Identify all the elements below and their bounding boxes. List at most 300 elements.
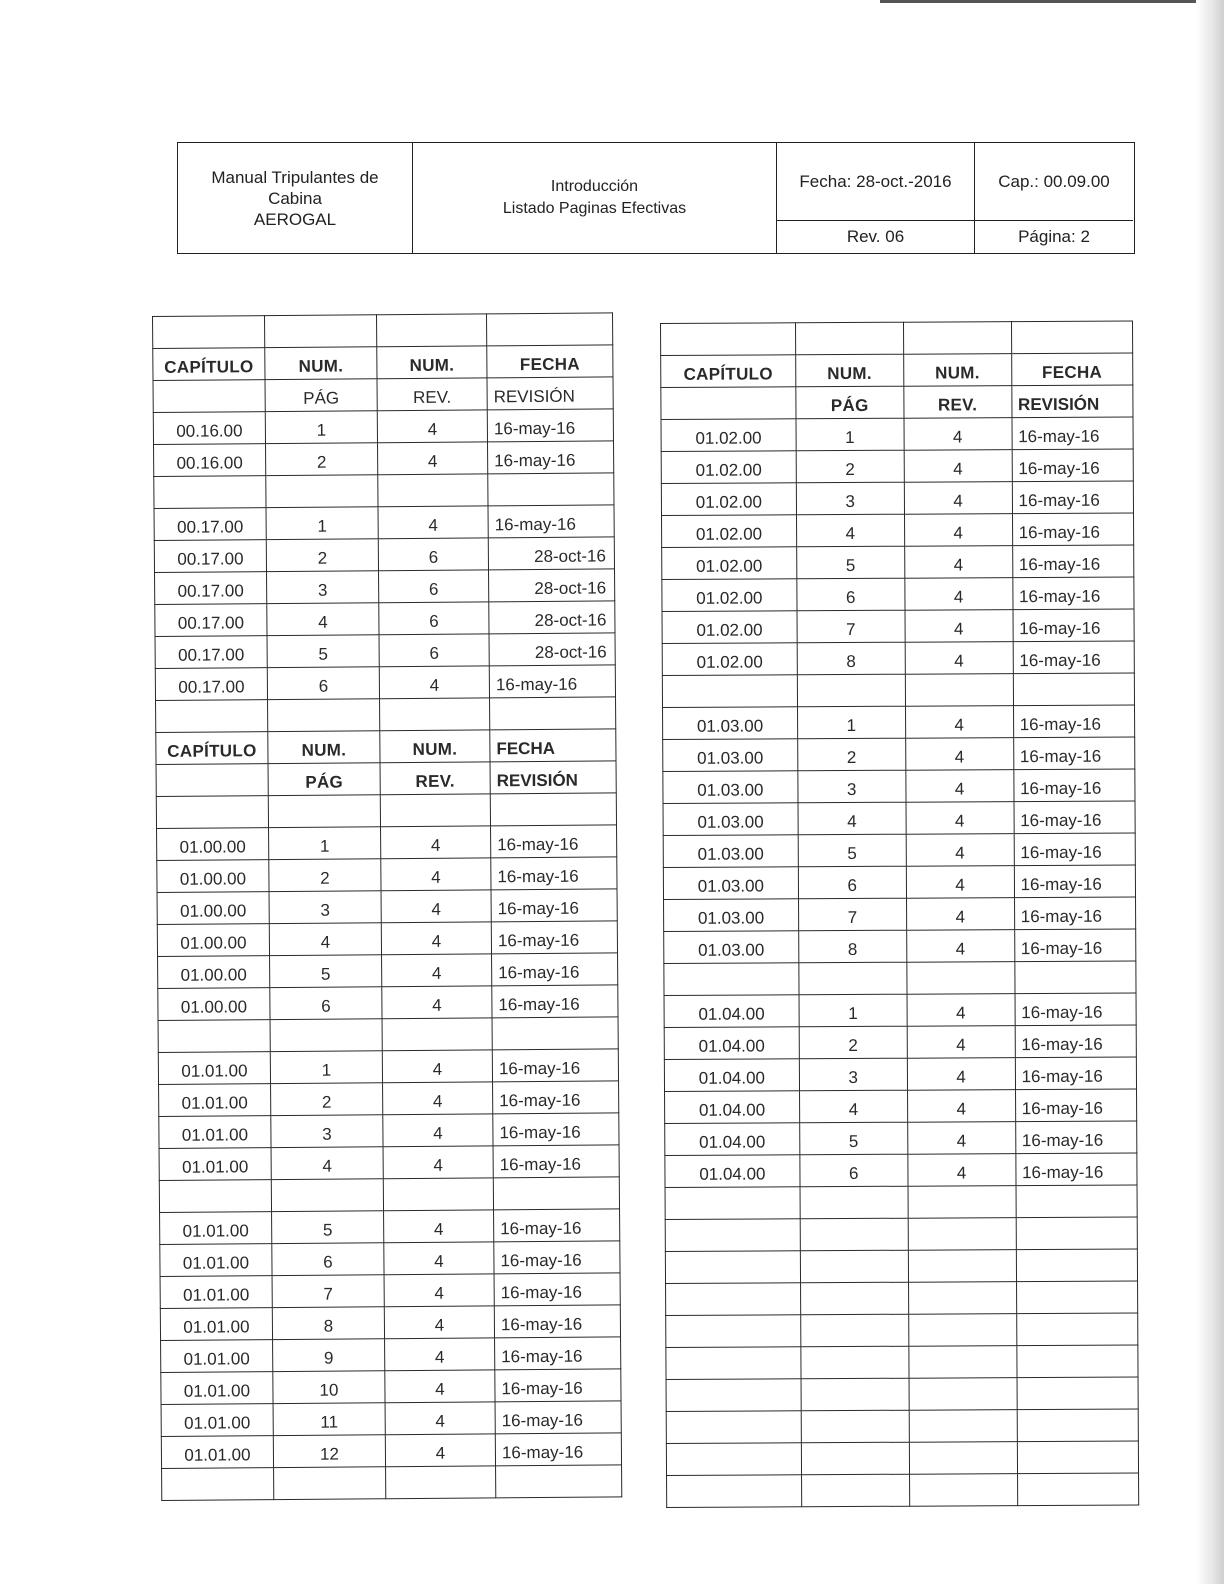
date-cell: 16-may-16: [495, 1433, 621, 1466]
table-row: [154, 505, 614, 541]
empty-cell: [665, 1187, 800, 1220]
revision-cell: 4: [906, 898, 1014, 931]
chapter-cell: 01.01.00: [161, 1372, 273, 1405]
empty-cell: [666, 1411, 801, 1444]
revision-cell: 4: [385, 1434, 495, 1467]
blank-row: [666, 1377, 1138, 1411]
table-row: [157, 825, 617, 861]
page-cell: 4: [267, 603, 379, 636]
table-row: [664, 1057, 1136, 1091]
empty-cell: [795, 322, 903, 355]
empty-cell: [801, 1474, 909, 1507]
column-header-row: [153, 345, 613, 381]
company-line-2: Cabina: [268, 188, 322, 208]
chapter-cell: 01.02.00: [662, 611, 797, 644]
date-cell: 16-may-16: [489, 665, 615, 698]
chapter-cell: 00.17.00: [154, 540, 266, 573]
chapter-cell: 00.17.00: [155, 572, 267, 605]
chapter-cell: 01.03.00: [663, 835, 798, 868]
title-cell: [413, 143, 777, 253]
date-cell: 16-may-16: [488, 505, 614, 538]
revision-cell: 4: [907, 1122, 1015, 1155]
chapter-cell: 01.01.00: [161, 1340, 273, 1373]
chapter-cell: 01.03.00: [663, 867, 798, 900]
chapter-cell: 01.04.00: [664, 995, 799, 1028]
header-num-page-cell: NUM.: [796, 354, 904, 387]
date-cell: 16-may-16: [491, 825, 617, 858]
table-row: [664, 929, 1136, 963]
date-cell: 16-may-16: [1015, 1121, 1137, 1154]
revision-cell: 4: [906, 834, 1014, 867]
chapter-cell: 01.04.00: [664, 1059, 799, 1092]
revision-cell: 6: [378, 538, 488, 571]
revision-cell: 4: [381, 890, 491, 923]
empty-cell: [383, 1178, 493, 1211]
chapter-cell: 01.01.00: [160, 1308, 272, 1341]
revision-cell: 4: [383, 1082, 493, 1115]
header-revision-cell: REVISIÓN: [487, 377, 613, 410]
header-num-page-cell: NUM.: [265, 347, 377, 380]
revision-cell: 4: [907, 1026, 1015, 1059]
empty-cell: [496, 1465, 622, 1498]
empty-cell: [662, 675, 797, 708]
date-cell: 16-may-16: [1012, 577, 1134, 610]
revision-cell: 4: [906, 930, 1014, 963]
table-row: [663, 737, 1135, 771]
chapter-cell: 01.00.00: [157, 924, 269, 957]
table-row: [158, 953, 618, 989]
empty-cell: [490, 697, 616, 730]
header-date-cell: FECHA: [487, 345, 613, 378]
empty-cell: [270, 1019, 382, 1052]
header-num-rev-cell: NUM.: [380, 730, 490, 763]
chapter-cell: 01.00.00: [157, 860, 269, 893]
empty-cell: [378, 474, 488, 507]
empty-cell: [801, 1346, 909, 1379]
empty-cell: [154, 476, 266, 509]
empty-cell: [158, 1020, 270, 1053]
revision-cell: 4: [904, 546, 1012, 579]
empty-cell: [1016, 1345, 1138, 1378]
empty-cell: [1016, 1281, 1138, 1314]
header-num-page-cell: NUM.: [268, 731, 380, 764]
empty-cell: [801, 1378, 909, 1411]
page-cell: 1: [797, 706, 905, 739]
table-row: [663, 801, 1135, 835]
revision-cell: 4: [905, 738, 1013, 771]
empty-cell: [909, 1474, 1017, 1507]
chapter-cell: 01.03.00: [664, 931, 799, 964]
header-chapter-cell: CAPÍTULO: [156, 732, 268, 765]
header-date-cell: FECHA: [1011, 353, 1133, 386]
page-cell: 3: [796, 482, 904, 515]
revision-cell: 4: [907, 1090, 1015, 1123]
page-cell: 3: [271, 1115, 383, 1148]
chapter-cell: 01.01.00: [158, 1052, 270, 1085]
revision-cell: 6: [379, 634, 489, 667]
empty-cell: [664, 963, 799, 996]
blank-row: [666, 1313, 1138, 1347]
revision-cell: 4: [905, 578, 1013, 611]
table-row: [157, 857, 617, 893]
empty-cell: [1013, 673, 1135, 706]
table-row: [665, 1089, 1137, 1123]
blank-row: [158, 1017, 618, 1053]
page-cell: 2: [266, 443, 378, 476]
chapter-cell: 01.02.00: [661, 419, 796, 452]
revision-cell: 4: [907, 1058, 1015, 1091]
empty-cell: [908, 1186, 1016, 1219]
empty-cell: [797, 674, 905, 707]
page-cell: 2: [271, 1083, 383, 1116]
chapter-cell: 01.04.00: [665, 1091, 800, 1124]
revision-cell: 4: [905, 610, 1013, 643]
date-cell: 28-oct-16: [489, 569, 615, 602]
page-cell: 6: [267, 667, 379, 700]
empty-cell: [153, 380, 265, 413]
page-cell: 10: [273, 1371, 385, 1404]
table-row: [159, 1113, 619, 1149]
table-row: [662, 577, 1134, 611]
company-cell: [178, 143, 413, 253]
page-cell: 6: [800, 1154, 908, 1187]
date-cell: 16-may-16: [1014, 865, 1136, 898]
header-chapter-cell: CAPÍTULO: [661, 355, 796, 388]
empty-cell: [909, 1410, 1017, 1443]
page-cell: 5: [798, 834, 906, 867]
chapter-cell: 01.04.00: [665, 1155, 800, 1188]
column-subheader-row: [153, 377, 613, 413]
table-row: [661, 417, 1133, 451]
blank-row: [662, 673, 1134, 707]
chapter-cell: 01.02.00: [661, 451, 796, 484]
revision-cell: 4: [378, 442, 488, 475]
chapter-cell: 01.03.00: [663, 739, 798, 772]
page-cell: 6: [798, 866, 906, 899]
chapter-cell: 01.01.00: [160, 1244, 272, 1277]
page-cell: 12: [273, 1435, 385, 1468]
table-row: [155, 665, 615, 701]
empty-cell: [1016, 1249, 1138, 1282]
page-cell: 3: [798, 770, 906, 803]
revision-cell: 4: [385, 1338, 495, 1371]
empty-cell: [266, 475, 378, 508]
chapter-cell: 01.03.00: [664, 899, 799, 932]
date-cell: 16-may-16: [494, 1305, 620, 1338]
revision-cell: 4: [906, 866, 1014, 899]
page-cell: 8: [799, 930, 907, 963]
table-row: [160, 1209, 620, 1245]
chapter-cell: 00.17.00: [155, 636, 267, 669]
date-cell: 16-may-16: [492, 953, 618, 986]
blank-row: [156, 793, 616, 829]
page-cell: 1: [796, 418, 904, 451]
table-row: [158, 1049, 618, 1085]
empty-cell: [801, 1410, 909, 1443]
date-cell: 16-may-16: [1012, 481, 1134, 514]
date-cell: 16-may-16: [1014, 929, 1136, 962]
page-cell: 6: [270, 987, 382, 1020]
empty-cell: [800, 1282, 908, 1315]
chapter-cell: 01.01.00: [159, 1084, 271, 1117]
chapter-cell: 01.00.00: [158, 956, 270, 989]
blank-row: [156, 697, 616, 733]
revision-cell: 4: [906, 802, 1014, 835]
chapter-cell: 01.01.00: [161, 1436, 273, 1469]
empty-cell: [1016, 1185, 1138, 1218]
revision-cell: 4: [905, 642, 1013, 675]
header-page-cell: PÁG: [265, 379, 377, 412]
chapter-cell: 00.17.00: [154, 508, 266, 541]
table-row: [664, 897, 1136, 931]
blank-row: [667, 1473, 1139, 1507]
date-cell: 16-may-16: [1013, 769, 1135, 802]
date-cell: 16-may-16: [493, 1113, 619, 1146]
table-row: [663, 769, 1135, 803]
section-title: Introducción: [550, 178, 639, 195]
blank-row: [661, 321, 1133, 355]
table-row: [661, 481, 1133, 515]
revision-cell: 4: [907, 994, 1015, 1027]
chapter-cell: 01.03.00: [663, 707, 798, 740]
empty-cell: [386, 1466, 496, 1499]
revision-cell: 4: [382, 986, 492, 1019]
header-rev-cell: REV.: [380, 762, 490, 795]
empty-cell: [268, 699, 380, 732]
empty-cell: [800, 1250, 908, 1283]
empty-cell: [265, 315, 377, 348]
revision-cell: 4: [381, 922, 491, 955]
header-date-cell: FECHA: [490, 729, 616, 762]
empty-cell: [800, 1186, 908, 1219]
page-cell: 7: [797, 610, 905, 643]
chapter-cell: 01.00.00: [157, 828, 269, 861]
chapter-cell: 01.02.00: [662, 579, 797, 612]
company-line-1: Manual Tripulantes de: [211, 167, 379, 187]
page-cell: 4: [798, 802, 906, 835]
table-row: [153, 409, 613, 445]
table-row: [159, 1081, 619, 1117]
revision-cell: 4: [904, 450, 1012, 483]
date-cell: 28-oct-16: [489, 633, 615, 666]
chapter-cell: 00.17.00: [155, 668, 267, 701]
table-row: [161, 1433, 621, 1469]
table-row: [155, 601, 615, 637]
date-cell: 16-may-16: [494, 1209, 620, 1242]
page-cell: 2: [798, 738, 906, 771]
page-cell: 3: [267, 571, 379, 604]
empty-cell: [274, 1467, 386, 1500]
table-row: [664, 993, 1136, 1027]
revision-cell: 4: [381, 826, 491, 859]
empty-cell: [801, 1442, 909, 1475]
date-cell: 16-may-16: [494, 1241, 620, 1274]
table-row: [663, 705, 1135, 739]
revision-cell: 4: [383, 1114, 493, 1147]
date-cell: 16-may-16: [492, 1049, 618, 1082]
table-row: [154, 441, 614, 477]
page-cell: 5: [267, 635, 379, 668]
header-chapter-cell: CAPÍTULO: [153, 348, 265, 381]
date-cell: 16-may-16: [1014, 897, 1136, 930]
revision-cell: 4: [384, 1210, 494, 1243]
table-row: [161, 1337, 621, 1373]
chapter-cell: 00.16.00: [154, 444, 266, 477]
empty-cell: [665, 1219, 800, 1252]
page-cell: 5: [270, 955, 382, 988]
empty-cell: [666, 1315, 801, 1348]
company-line-3: AEROGAL: [253, 209, 337, 229]
revision-cell: 4: [384, 1242, 494, 1275]
table-row: [157, 921, 617, 957]
header-num-rev-cell: NUM.: [903, 354, 1011, 387]
chapter-cell: 01.00.00: [157, 892, 269, 925]
date-cell: 16-may-16: [491, 889, 617, 922]
page-cell: 5: [272, 1211, 384, 1244]
empty-cell: [488, 473, 614, 506]
date-cell: 16-may-16: [492, 985, 618, 1018]
table-row: [160, 1241, 620, 1277]
empty-cell: [903, 322, 1011, 355]
page-cell: 2: [269, 859, 381, 892]
date-cell: 16-may-16: [1012, 545, 1134, 578]
page-cell: 1: [270, 1051, 382, 1084]
empty-cell: [665, 1251, 800, 1284]
blank-row: [153, 313, 613, 349]
date-cell: 16-may-16: [1013, 609, 1135, 642]
page-cell: 6: [797, 578, 905, 611]
effective-pages-table-left: [152, 312, 622, 1501]
revision-cell: 4: [378, 506, 488, 539]
blank-row: [664, 961, 1136, 995]
revision-cell: 6: [379, 602, 489, 635]
header-page-cell: PÁG: [796, 386, 904, 419]
date-cell: 16-may-16: [494, 1273, 620, 1306]
effective-pages-table-right: [660, 321, 1139, 1508]
chapter-cell: 01.02.00: [662, 547, 797, 580]
empty-cell: [661, 387, 796, 420]
empty-cell: [667, 1475, 802, 1508]
header-date: Fecha: 28-oct.-2016: [777, 143, 975, 221]
page-cell: 9: [273, 1339, 385, 1372]
header-page-cell: PÁG: [268, 763, 380, 796]
empty-cell: [492, 1017, 618, 1050]
page-cell: 1: [266, 507, 378, 540]
chapter-cell: 01.04.00: [664, 1027, 799, 1060]
blank-row: [665, 1185, 1137, 1219]
date-cell: 16-may-16: [487, 409, 613, 442]
empty-cell: [800, 1218, 908, 1251]
table-row: [662, 641, 1134, 675]
page-cell: 2: [266, 539, 378, 572]
table-row: [663, 865, 1135, 899]
empty-cell: [493, 1177, 619, 1210]
date-cell: 16-may-16: [1012, 513, 1134, 546]
revision-cell: 4: [385, 1370, 495, 1403]
table-row: [661, 449, 1133, 483]
header-chapter: Cap.: 00.09.00: [975, 143, 1133, 221]
revision-cell: 4: [382, 954, 492, 987]
chapter-cell: 01.01.00: [160, 1276, 272, 1309]
revision-cell: 4: [384, 1306, 494, 1339]
page-cell: 5: [797, 546, 905, 579]
date-cell: 16-may-16: [1015, 1025, 1137, 1058]
empty-cell: [1014, 961, 1136, 994]
empty-cell: [801, 1314, 909, 1347]
empty-cell: [1016, 1217, 1138, 1250]
header-page: Página: 2: [1018, 227, 1090, 246]
empty-cell: [908, 1282, 1016, 1315]
empty-cell: [156, 700, 268, 733]
scan-edge-right: [1196, 0, 1224, 1584]
page-cell: 7: [798, 898, 906, 931]
chapter-cell: 01.01.00: [161, 1404, 273, 1437]
revision-cell: 4: [908, 1154, 1016, 1187]
table-row: [663, 833, 1135, 867]
revision-cell: 4: [905, 706, 1013, 739]
document-header: [177, 142, 1135, 254]
empty-cell: [382, 1018, 492, 1051]
date-cell: 16-may-16: [1012, 449, 1134, 482]
page-cell: 3: [799, 1058, 907, 1091]
date-cell: 16-may-16: [495, 1337, 621, 1370]
table-row: [662, 609, 1134, 643]
page-cell: 2: [799, 1026, 907, 1059]
page-cell: 4: [271, 1147, 383, 1180]
empty-cell: [909, 1346, 1017, 1379]
table-row: [665, 1153, 1137, 1187]
empty-cell: [905, 674, 1013, 707]
revision-cell: 4: [904, 514, 1012, 547]
page-cell: 8: [272, 1307, 384, 1340]
header-rev-cell: REV.: [377, 378, 487, 411]
header-revision-cell: REVISIÓN: [490, 761, 616, 794]
page-cell: 6: [272, 1243, 384, 1276]
empty-cell: [908, 1250, 1016, 1283]
table-row: [664, 1025, 1136, 1059]
revision-cell: 4: [377, 410, 487, 443]
empty-cell: [153, 316, 265, 349]
date-cell: 16-may-16: [1014, 801, 1136, 834]
date-cell: 28-oct-16: [489, 601, 615, 634]
empty-cell: [490, 793, 616, 826]
blank-row: [666, 1409, 1138, 1443]
header-rev-cell: REV.: [904, 386, 1012, 419]
page-cell: 3: [269, 891, 381, 924]
blank-row: [666, 1281, 1138, 1315]
chapter-cell: 00.17.00: [155, 604, 267, 637]
empty-cell: [908, 1314, 1016, 1347]
empty-cell: [1017, 1409, 1139, 1442]
empty-cell: [486, 313, 612, 346]
date-cell: 16-may-16: [1015, 1153, 1137, 1186]
empty-cell: [271, 1179, 383, 1212]
chapter-cell: 01.01.00: [159, 1116, 271, 1149]
table-row: [157, 889, 617, 925]
table-row: [665, 1121, 1137, 1155]
chapter-cell: 01.00.00: [158, 988, 270, 1021]
empty-cell: [1016, 1313, 1138, 1346]
table-row: [154, 537, 614, 573]
blank-row: [162, 1465, 622, 1501]
header-revision-cell: REVISIÓN: [1011, 385, 1133, 418]
empty-cell: [1017, 1377, 1139, 1410]
table-row: [159, 1145, 619, 1181]
date-cell: 16-may-16: [1014, 833, 1136, 866]
empty-cell: [268, 795, 380, 828]
date-cell: 16-may-16: [1013, 705, 1135, 738]
empty-cell: [909, 1378, 1017, 1411]
